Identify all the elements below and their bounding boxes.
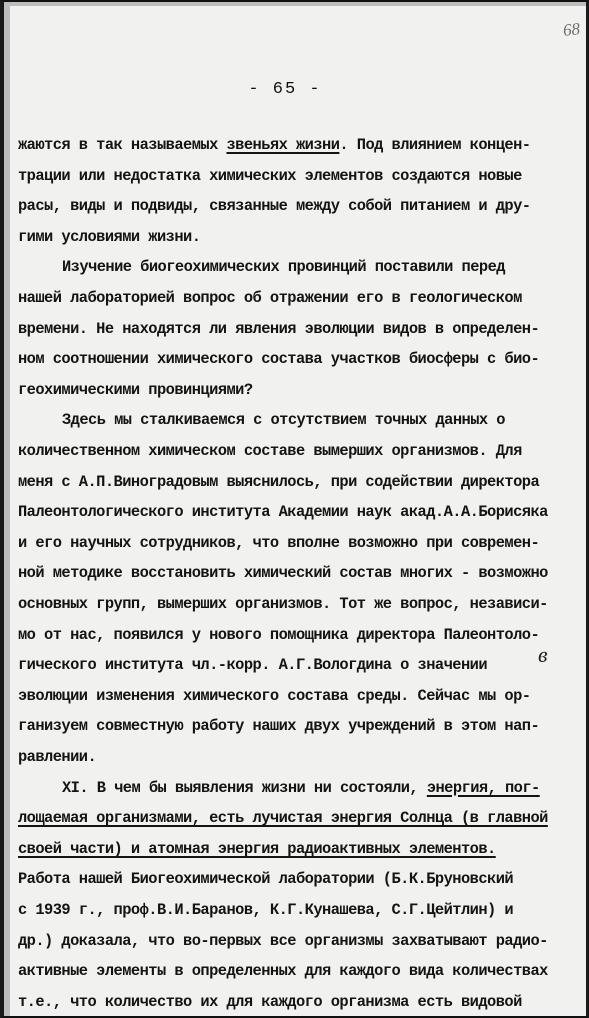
- text-line: жаются в так называемых звеньях жизни. Под влиянием концен-: [18, 136, 531, 154]
- text-line: эволюции изменения химического состава среды. Сейчас мы ор-: [18, 686, 531, 705]
- handwritten-folio-number: 68: [562, 19, 581, 40]
- text-line: активные элементы в определенных для каждого вида количествах: [18, 962, 548, 981]
- text-line: т.е., что количество их для каждого организма есть видовой: [18, 992, 522, 1011]
- underlined-phrase: звеньях жизни: [226, 136, 340, 154]
- handwritten-margin-mark: в: [538, 642, 548, 667]
- text-line: количественном химическом составе вымерших организмов. Для: [18, 442, 522, 460]
- text-line: [18, 807, 548, 829]
- text-line: [18, 838, 496, 860]
- text-line: гими условиями жизни.: [18, 227, 201, 246]
- text-line: Здесь мы сталкиваемся с отсутствием точных данных о: [62, 411, 505, 430]
- text-line: Работа нашей Биогеохимической лаборатории (Б.К.Бруновский: [18, 870, 514, 889]
- document-page: [10, 6, 588, 1016]
- text-line: с 1939 г., проф.В.И.Баранов, К.Г.Кунашева, С.Г.Цейтлин) и: [18, 901, 514, 919]
- text-line: меня с А.П.Виноградовым выяснилось, при содействии директора: [18, 472, 540, 491]
- text-line: др.) доказала, что во-первых все организмы захватывают радио-: [18, 931, 548, 950]
- text-line: трации или недостатка химических элементов создаются новые: [18, 166, 522, 185]
- text-line: времени. Не находятся ли явления эволюции видов в определен-: [18, 319, 540, 338]
- text-line: гического института чл.-корр. А.Г.Вологдина о значении: [18, 656, 488, 675]
- text-line: мо от нас, появился у нового помощника директора Палеонтоло-: [18, 625, 540, 644]
- text-line: ганизуем совместную работу наших двух учреждений в этом нап-: [18, 717, 540, 736]
- page-number: - 65 -: [248, 80, 322, 99]
- text-line: Изучение биогеохимических провинций поставили перед: [62, 258, 505, 277]
- text-line: равлении.: [18, 748, 97, 766]
- underlined-phrase: своей части) и атомная энергия радиоактивных элементов.: [18, 839, 496, 858]
- text-line: геохимическими провинциями?: [18, 380, 253, 399]
- text-line: и его научных сотрудников, что вполне возможно при современ-: [18, 533, 540, 552]
- text-line: нашей лабораторией вопрос об отражении его в геологическом: [18, 289, 522, 307]
- underlined-phrase: лощаемая организмами, есть лучистая энергия Солнца (в главной: [18, 809, 548, 828]
- text-line: XI. В чем бы выявления жизни ни состояли, энергия, пог-: [62, 778, 540, 797]
- text-line: ном соотношении химического состава участков биосферы с био-: [18, 350, 540, 369]
- text-line: основных групп, вымерших организмов. Тот же вопрос, независи-: [18, 595, 548, 613]
- text-line: расы, виды и подвиды, связанные между собой питанием и дру-: [18, 197, 531, 216]
- underlined-phrase: энергия, пог-: [426, 778, 540, 797]
- text-line: ной методике восстановить химический состав многих - возможно: [18, 564, 548, 583]
- text-line: Палеонтологического института Академии наук акад.А.А.Борисяка: [18, 503, 548, 522]
